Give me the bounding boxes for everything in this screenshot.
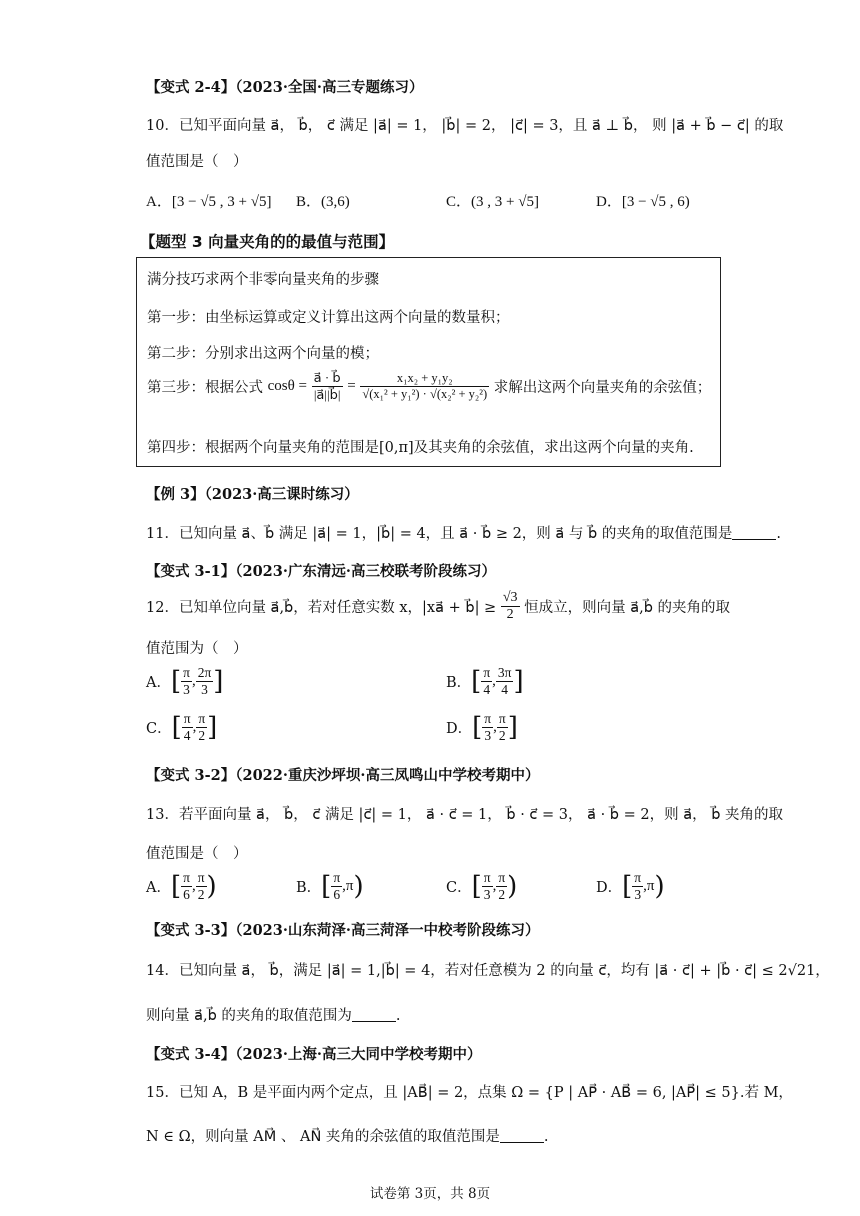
option-d: D．[ $\frac{\pi}{3}$ , $\frac{\pi}{2}$ ] xyxy=(446,711,518,743)
question-15-line1: 15．已知 A，B 是平面内两个定点，且 |AB⃗| = 2，点集 Ω = {P | AP⃗ · AB⃗ = 6, |AP⃗| ≤ 5}.若 M， xyxy=(146,1085,793,1101)
answer-blank[interactable] xyxy=(500,1128,544,1144)
question-11: 11．已知向量 a⃗、b⃗ 满足 |a⃗| = 1，|b⃗| = 4，且 a⃗ · b⃗ ≥ 2，则 a⃗ 与 b⃗ 的夹角的取值范围是 . xyxy=(146,526,781,542)
variant-2-4-header xyxy=(146,76,423,97)
tips-heading: 满分技巧求两个非零向量夹角的步骤 xyxy=(147,272,379,288)
page-footer: 试卷第 3页，共 8页 xyxy=(369,1186,491,1202)
formula-fraction-1: $\frac{a⃗ \cdot b⃗}{|a⃗||b⃗|}$ xyxy=(313,370,341,402)
question-10-line1: 10．已知平面向量 a⃗， b⃗， c⃗ 满足 |a⃗| = 1， |b⃗| = 2， |c⃗| = 3，且 a⃗ ⊥ b⃗， 则 |a⃗ + b⃗ − c⃗| 的取 xyxy=(146,118,784,134)
tips-step-1: 第一步：由坐标运算或定义计算出这两个向量的数量积； xyxy=(147,310,510,326)
variant-3-1-header: 【变式 3-1】（2023·广东清远·高三校联考阶段练习） xyxy=(146,563,496,580)
question-12-options xyxy=(146,665,746,765)
answer-blank[interactable] xyxy=(732,525,776,541)
question-12-line2: 值范围为（ ） xyxy=(146,641,248,657)
option-a: A．[ $\frac{\pi}{3}$ , $\frac{2\pi}{3}$ ] xyxy=(146,665,224,697)
question-13-line1: 13．若平面向量 a⃗， b⃗， c⃗ 满足 |c⃗| = 1， a⃗ · c⃗ = 1， b⃗ · c⃗ = 3， a⃗ · b⃗ = 2，则 a⃗， b⃗ 夹角的取 xyxy=(146,807,784,823)
question-14-line1: 14．已知向量 a⃗， b⃗，满足 |a⃗| = 1,|b⃗| = 4，若对任意模为 2 的向量 c⃗，均有 |a⃗ · c⃗| + |b⃗ · c⃗| ≤ 2√21， xyxy=(146,963,830,979)
question-10-options xyxy=(146,190,746,214)
tips-step-3: 第三步：根据公式 cosθ = $\frac{a⃗ \cdot b⃗}{|a⃗||b⃗|}$ = $\frac{\text{x₁x₂ + y₁y₂}}{\text{√(x₁² + y₁²) · √(x₂² + y₂²)}}$ 求解出这两个向量夹角的余弦值； xyxy=(147,370,712,402)
question-15-line2: N ∈ Ω，则向量 AM⃗ 、 AN⃗ 夹角的余弦值的取值范围是 . xyxy=(146,1129,549,1145)
option-c: C．[ $\frac{\pi}{4}$ , $\frac{\pi}{2}$ ] xyxy=(146,711,218,743)
option-b: B．[ $\frac{\pi}{4}$ , $\frac{3\pi}{4}$ ] xyxy=(446,665,524,697)
option-c: C．[ $\frac{\pi}{3}$ , $\frac{\pi}{2}$ ) xyxy=(446,870,518,902)
option-b: B．(3,6) xyxy=(296,194,350,210)
tips-step-4: 第四步：根据两个向量夹角的范围是[0,π]及其夹角的余弦值，求出这两个向量的夹角. xyxy=(147,440,694,456)
variant-tag: 【变式 2-4】 xyxy=(146,79,236,96)
question-14-line2: 则向量 a⃗,b⃗ 的夹角的取值范围为 . xyxy=(146,1008,401,1024)
variant-3-4-header: 【变式 3-4】（2023·上海·高三大同中学校考期中） xyxy=(146,1046,482,1063)
option-d: D．[ $\frac{\pi}{3}$ ,π) xyxy=(596,870,665,902)
example-3-header: 【例 3】（2023·高三课时练习） xyxy=(146,486,359,503)
option-a: A．[3 − √5 , 3 + √5] xyxy=(146,194,272,210)
tips-box xyxy=(136,257,721,467)
formula-lhs: cosθ = xyxy=(267,378,307,394)
tips-step-2: 第二步：分别求出这两个向量的模； xyxy=(147,346,379,362)
option-d: D．[3 − √5 , 6) xyxy=(596,194,690,210)
variant-3-3-header: 【变式 3-3】（2023·山东菏泽·高三菏泽一中校考阶段练习） xyxy=(146,922,540,939)
variant-3-2-header: 【变式 3-2】（2022·重庆沙坪坝·高三凤鸣山中学校考期中） xyxy=(146,767,540,784)
option-a: A．[ $\frac{\pi}{6}$ , $\frac{\pi}{2}$ ) xyxy=(146,870,217,902)
question-10-line2: 值范围是（ ） xyxy=(146,154,248,170)
question-13-line2: 值范围是（ ） xyxy=(146,846,248,862)
question-12-line1: 12．已知单位向量 a⃗,b⃗，若对任意实数 x，|xa⃗ + b⃗| ≥ $\frac{√3}{2}$ 恒成立，则向量 a⃗,b⃗ 的夹角的取 xyxy=(146,590,731,622)
variant-source: （2023·全国·高三专题练习） xyxy=(235,79,424,96)
section-title: 【题型 3 向量夹角的的最值与范围】 xyxy=(140,233,395,251)
question-13-options xyxy=(146,870,746,914)
option-b: B．[ $\frac{\pi}{6}$ ,π) xyxy=(296,870,364,902)
option-c: C．(3 , 3 + √5] xyxy=(446,194,539,210)
formula-fraction-2: $\frac{\text{x₁x₂ + y₁y₂}}{\text{√(x₁² + y₁²) · √(x₂² + y₂²)}}$ xyxy=(362,371,488,401)
answer-blank[interactable] xyxy=(352,1007,396,1023)
